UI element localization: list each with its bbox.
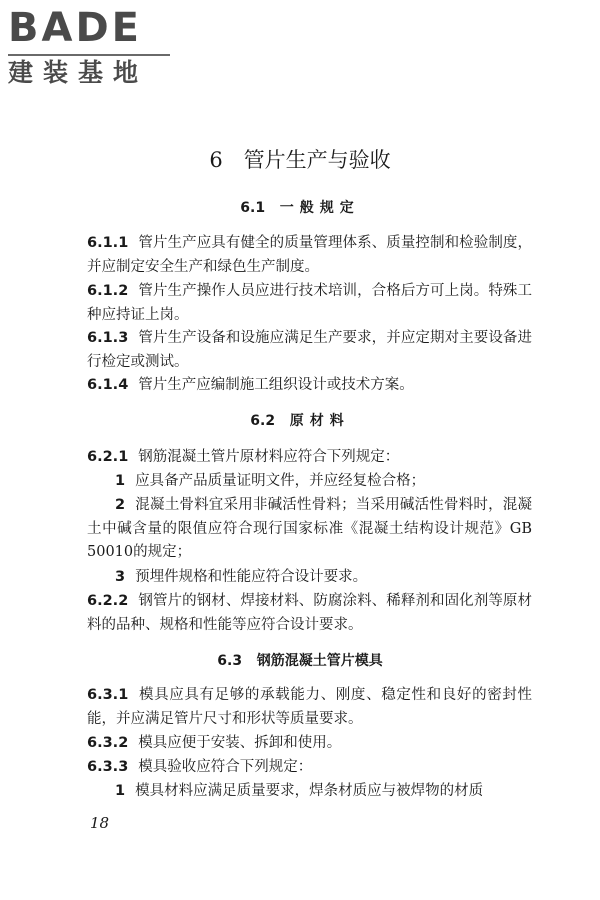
section-title: 钢筋混凝土管片模具 — [256, 653, 383, 669]
clause-6-2-1-item-3 — [87, 566, 532, 590]
item-text: 模具材料应满足质量要求，焊条材质应与被焊物的材质 — [135, 783, 484, 799]
clause-text: 钢筋混凝土管片原材料应符合下列规定： — [138, 449, 400, 465]
item-text: 混凝土骨料宜采用非碱活性骨料；当采用碱活性骨料时，混凝土中碱含量的限值应符合现行国家标准《混凝土结构设计规范》GB 50010的规定； — [87, 497, 532, 560]
section-heading-6-2 — [0, 410, 600, 432]
section-heading-6-3 — [0, 650, 600, 672]
clause-6-3-1 — [87, 684, 532, 731]
item-number: 1 — [115, 783, 126, 799]
section-number: 6.3 — [217, 653, 243, 669]
section-number: 6.1 — [240, 200, 266, 216]
clause-number: 6.3.3 — [87, 759, 129, 775]
clause-text: 管片生产操作人员应进行技术培训，合格后方可上岗。特殊工种应持证上岗。 — [87, 283, 532, 323]
section-heading-6-1 — [0, 197, 600, 219]
section-title: 一般规定 — [279, 200, 360, 216]
clause-number: 6.2.2 — [87, 593, 129, 609]
clause-6-1-1 — [87, 232, 532, 279]
clause-text: 模具验收应符合下列规定： — [138, 759, 313, 775]
item-number: 1 — [115, 473, 126, 489]
clause-number: 6.1.1 — [87, 235, 129, 251]
bade-logo — [8, 4, 178, 90]
clause-6-1-3 — [87, 327, 532, 374]
clause-6-1-4 — [87, 374, 532, 398]
clause-6-3-2 — [87, 732, 532, 756]
item-number: 3 — [115, 569, 126, 585]
clause-6-3-3 — [87, 756, 532, 780]
clause-6-3-3-item-1 — [87, 780, 532, 804]
item-text: 应具备产品质量证明文件，并应经复检合格； — [135, 473, 426, 489]
clause-text: 管片生产应具有健全的质量管理体系、质量控制和检验制度，并应制定安全生产和绿色生产制度。 — [87, 235, 532, 275]
clause-text: 管片生产设备和设施应满足生产要求，并应定期对主要设备进行检定或测试。 — [87, 330, 532, 370]
clause-number: 6.2.1 — [87, 449, 129, 465]
clause-text: 模具应便于安装、拆卸和使用。 — [138, 735, 342, 751]
clause-text: 管片生产应编制施工组织设计或技术方案。 — [138, 377, 414, 393]
section-number: 6.2 — [250, 413, 276, 429]
page-number: 18 — [90, 814, 110, 832]
clause-number: 6.1.2 — [87, 283, 129, 299]
chapter-title: 6 管片生产与验收 — [209, 148, 391, 172]
clause-number: 6.3.1 — [87, 687, 129, 703]
clause-6-2-2 — [87, 590, 532, 637]
clause-number: 6.1.4 — [87, 377, 129, 393]
logo-brand: BADE — [8, 5, 142, 51]
clause-6-2-1-item-2 — [87, 494, 532, 565]
clause-number: 6.3.2 — [87, 735, 129, 751]
section-title: 原材料 — [289, 413, 350, 429]
clause-6-1-2 — [87, 280, 532, 327]
logo-tagline: 建装基地 — [8, 58, 149, 87]
clause-text: 钢管片的钢材、焊接材料、防腐涂料、稀释剂和固化剂等原材料的品种、规格和性能等应符合设计要求。 — [87, 593, 532, 633]
clause-6-2-1-item-1 — [87, 470, 532, 494]
item-number: 2 — [115, 497, 126, 513]
clause-number: 6.1.3 — [87, 330, 129, 346]
item-text: 预埋件规格和性能应符合设计要求。 — [135, 569, 368, 585]
clause-text: 模具应具有足够的承载能力、刚度、稳定性和良好的密封性能，并应满足管片尺寸和形状等质量要求。 — [87, 687, 532, 727]
clause-6-2-1 — [87, 446, 532, 470]
